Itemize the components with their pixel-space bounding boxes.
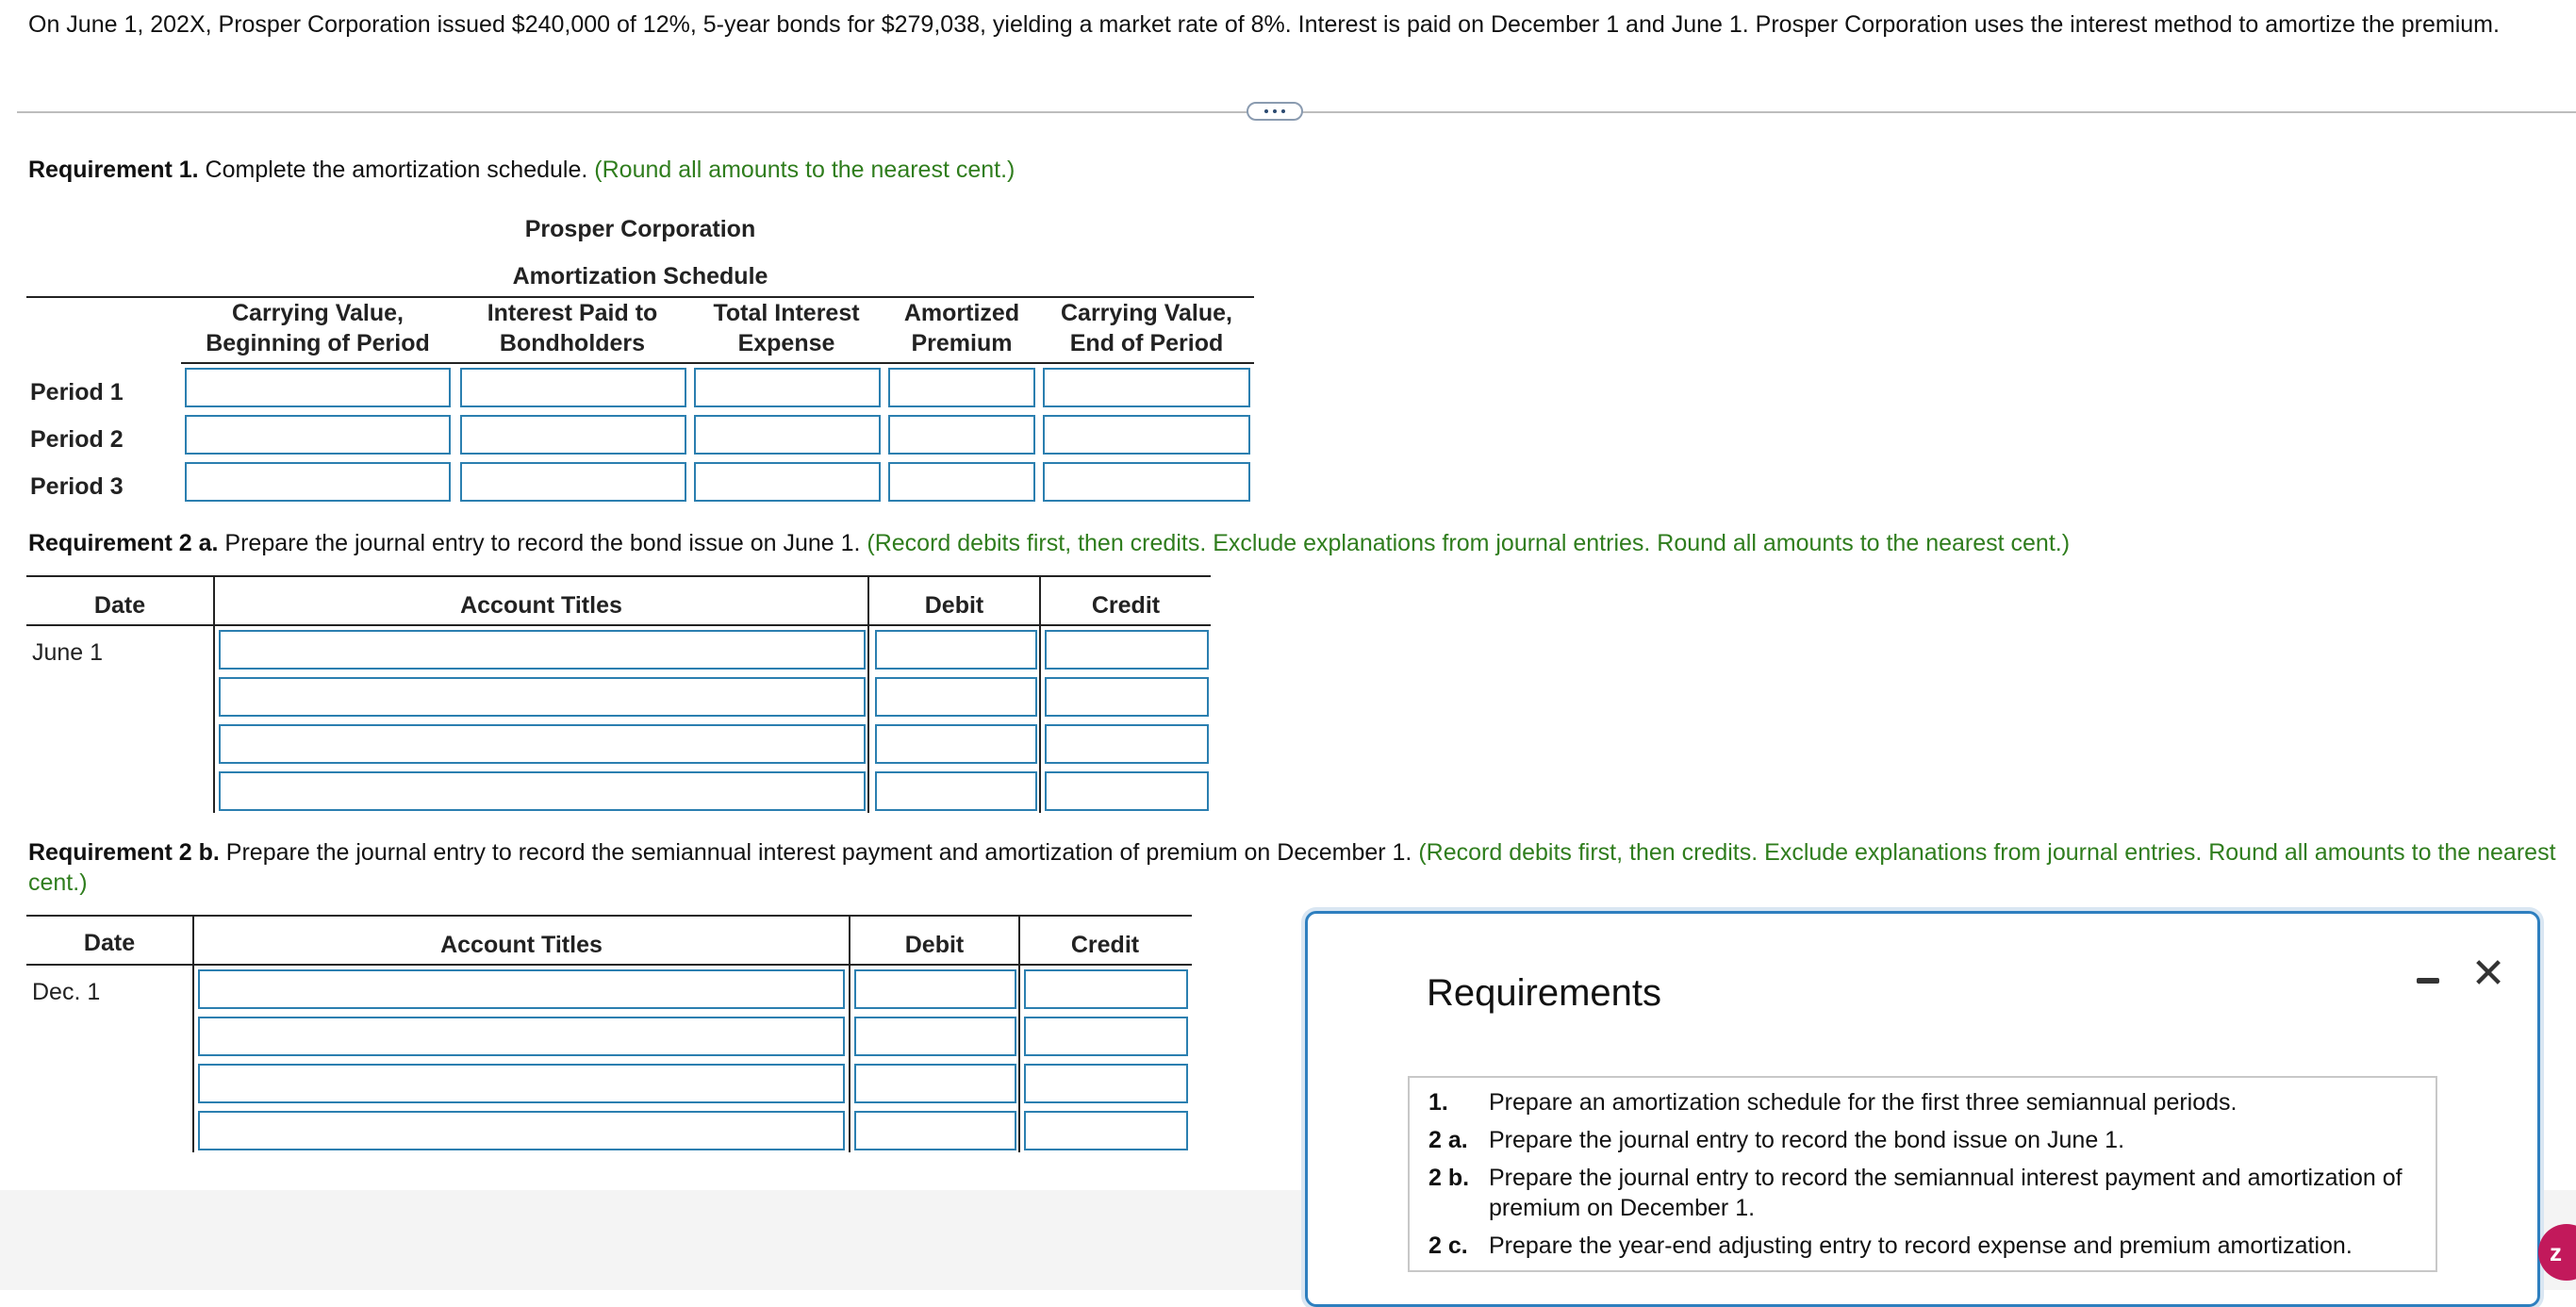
requirement-2a-sub: a.: [191, 530, 219, 556]
journal-2b-divider: [192, 915, 194, 1152]
period-3-interest-expense-input[interactable]: [694, 462, 881, 502]
col-header-line: Premium: [911, 330, 1013, 356]
journal-2b-credit-header: Credit: [1070, 932, 1140, 958]
requirement-2b-note: (Record debits first, then credits. Exclude explanations from journal entries. Round all amounts to the nearest cent.): [28, 839, 2556, 896]
requirement-item-number: 1.: [1428, 1089, 1448, 1116]
requirement-1-heading: [28, 155, 1015, 185]
row-label-period-2: Period 2: [30, 426, 124, 453]
requirement-2b-text: Prepare the journal entry to record the semiannual interest payment and amortization of premium on December 1.: [219, 839, 1412, 866]
minimize-icon[interactable]: [2415, 967, 2441, 993]
journal-2b-credit-input[interactable]: [1024, 1111, 1188, 1150]
period-3-interest-paid-input[interactable]: [460, 462, 686, 502]
journal-2a-divider: [213, 575, 215, 813]
col-header-line: Carrying Value,: [1060, 300, 1233, 326]
requirement-item-text: Prepare the journal entry to record the bond issue on June 1.: [1489, 1127, 2125, 1153]
journal-2b-credit-input[interactable]: [1024, 1064, 1188, 1103]
journal-2b-credit-input[interactable]: [1024, 1017, 1188, 1056]
period-3-amortized-premium-input[interactable]: [888, 462, 1035, 502]
col-header-line: Amortized: [903, 300, 1020, 326]
company-name: Prosper Corporation: [524, 216, 756, 242]
journal-2b-account-input[interactable]: [198, 1111, 845, 1150]
col-carrying-value-beginning: [185, 298, 451, 358]
close-icon[interactable]: ✕: [2470, 951, 2506, 997]
journal-2a-credit-input[interactable]: [1045, 630, 1209, 670]
journal-2a-credit-header: Credit: [1091, 592, 1161, 619]
schedule-header-rule: [181, 362, 1254, 364]
requirement-item-text: Prepare the journal entry to record the semiannual interest payment and amortization of premium on December 1.: [1489, 1165, 2403, 1221]
journal-2a-account-input[interactable]: [219, 724, 866, 764]
period-1-amortized-premium-input[interactable]: [888, 368, 1035, 407]
requirement-2b-label: Requirement 2: [28, 839, 192, 866]
col-header-line: Expense: [737, 330, 835, 356]
period-2-amortized-premium-input[interactable]: [888, 415, 1035, 455]
requirement-item-number: 2 c.: [1428, 1233, 1468, 1259]
row-label-period-1: Period 1: [30, 379, 124, 405]
journal-2b-account-input[interactable]: [198, 1064, 845, 1103]
journal-2a-debit-header: Debit: [924, 592, 984, 619]
journal-2a-debit-input[interactable]: [875, 630, 1037, 670]
col-header-line: End of Period: [1069, 330, 1224, 356]
requirement-2a-note: (Record debits first, then credits. Exclude explanations from journal entries. Round all amounts to the nearest cent.): [860, 530, 2071, 556]
help-badge-icon[interactable]: z: [2538, 1224, 2576, 1281]
journal-2a-credit-input[interactable]: [1045, 724, 1209, 764]
journal-2a-date-value: June 1: [32, 639, 104, 666]
col-header-line: Carrying Value,: [231, 300, 405, 326]
journal-2a-credit-input[interactable]: [1045, 677, 1209, 717]
col-header-line: Interest Paid to: [487, 300, 658, 326]
journal-2a-account-input[interactable]: [219, 771, 866, 811]
journal-2a-header-rule: [26, 624, 1211, 626]
journal-2a-divider: [1039, 575, 1041, 813]
requirements-list: [1408, 1076, 2437, 1272]
journal-2b-debit-input[interactable]: [854, 1017, 1016, 1056]
requirement-2a-heading: [28, 528, 2070, 558]
requirement-1-label: Requirement 1.: [28, 157, 199, 183]
period-2-carrying-end-input[interactable]: [1043, 415, 1250, 455]
journal-2b-debit-input[interactable]: [854, 1111, 1016, 1150]
requirement-item-text: Prepare an amortization schedule for the first three semiannual periods.: [1489, 1089, 2237, 1116]
ellipsis-icon[interactable]: [1247, 102, 1303, 121]
requirement-2a-text: Prepare the journal entry to record the bond issue on June 1.: [218, 530, 861, 556]
journal-2b-account-header: Account Titles: [440, 932, 603, 958]
journal-2b-debit-input[interactable]: [854, 1064, 1016, 1103]
journal-2b-date-header: Date: [83, 930, 136, 956]
requirement-item-number: 2 b.: [1428, 1165, 1470, 1191]
requirement-2a-label: Requirement 2: [28, 530, 192, 556]
period-2-carrying-begin-input[interactable]: [185, 415, 451, 455]
col-total-interest-expense: [694, 298, 879, 358]
col-amortized-premium: [888, 298, 1035, 358]
journal-2b-debit-header: Debit: [904, 932, 965, 958]
journal-2a-divider: [867, 575, 869, 813]
journal-2b-top-rule: [26, 915, 1192, 917]
row-label-period-3: Period 3: [30, 473, 124, 500]
period-1-interest-expense-input[interactable]: [694, 368, 881, 407]
journal-2a-debit-input[interactable]: [875, 724, 1037, 764]
journal-2b-divider: [849, 915, 850, 1152]
journal-2b-date-value: Dec. 1: [32, 979, 101, 1005]
period-1-carrying-end-input[interactable]: [1043, 368, 1250, 407]
requirement-2b-heading: [28, 837, 2574, 898]
schedule-title: Amortization Schedule: [512, 263, 768, 290]
period-2-interest-paid-input[interactable]: [460, 415, 686, 455]
period-3-carrying-end-input[interactable]: [1043, 462, 1250, 502]
journal-2b-divider: [1018, 915, 1020, 1152]
period-3-carrying-begin-input[interactable]: [185, 462, 451, 502]
col-header-line: Total Interest: [713, 300, 860, 326]
journal-2b-header-rule: [26, 964, 1192, 966]
requirement-2b-sub: b.: [191, 839, 220, 866]
requirements-panel: [1305, 911, 2540, 1307]
requirement-item-text: Prepare the year-end adjusting entry to record expense and premium amortization.: [1489, 1233, 2353, 1259]
journal-2a-date-header: Date: [93, 592, 146, 619]
col-header-line: Beginning of Period: [206, 330, 430, 356]
journal-2a-credit-input[interactable]: [1045, 771, 1209, 811]
journal-2a-account-input[interactable]: [219, 630, 866, 670]
journal-2a-top-rule: [26, 575, 1211, 577]
col-carrying-value-end: [1043, 298, 1250, 358]
journal-2a-debit-input[interactable]: [875, 771, 1037, 811]
requirement-1-text: Complete the amortization schedule.: [198, 157, 588, 183]
problem-statement: On June 1, 202X, Prosper Corporation issued $240,000 of 12%, 5-year bonds for $279,038, yielding a market rate of 8%. Interest is paid on December 1 and June 1. Prosper Corporation uses the interest method to amortize the premium.: [28, 11, 2500, 38]
requirement-1-note: (Round all amounts to the nearest cent.): [587, 157, 1016, 183]
journal-2b-account-input[interactable]: [198, 1017, 845, 1056]
journal-2b-debit-input[interactable]: [854, 969, 1016, 1009]
period-2-interest-expense-input[interactable]: [694, 415, 881, 455]
requirements-panel-title: Requirements: [1427, 972, 1662, 1014]
col-header-line: Bondholders: [499, 330, 646, 356]
journal-2a-account-header: Account Titles: [460, 592, 622, 619]
col-interest-paid: [460, 298, 685, 358]
period-1-interest-paid-input[interactable]: [460, 368, 686, 407]
period-1-carrying-begin-input[interactable]: [185, 368, 451, 407]
journal-2b-credit-input[interactable]: [1024, 969, 1188, 1009]
journal-2b-account-input[interactable]: [198, 969, 845, 1009]
journal-2a-debit-input[interactable]: [875, 677, 1037, 717]
journal-2a-account-input[interactable]: [219, 677, 866, 717]
requirement-item-number: 2 a.: [1428, 1127, 1468, 1153]
